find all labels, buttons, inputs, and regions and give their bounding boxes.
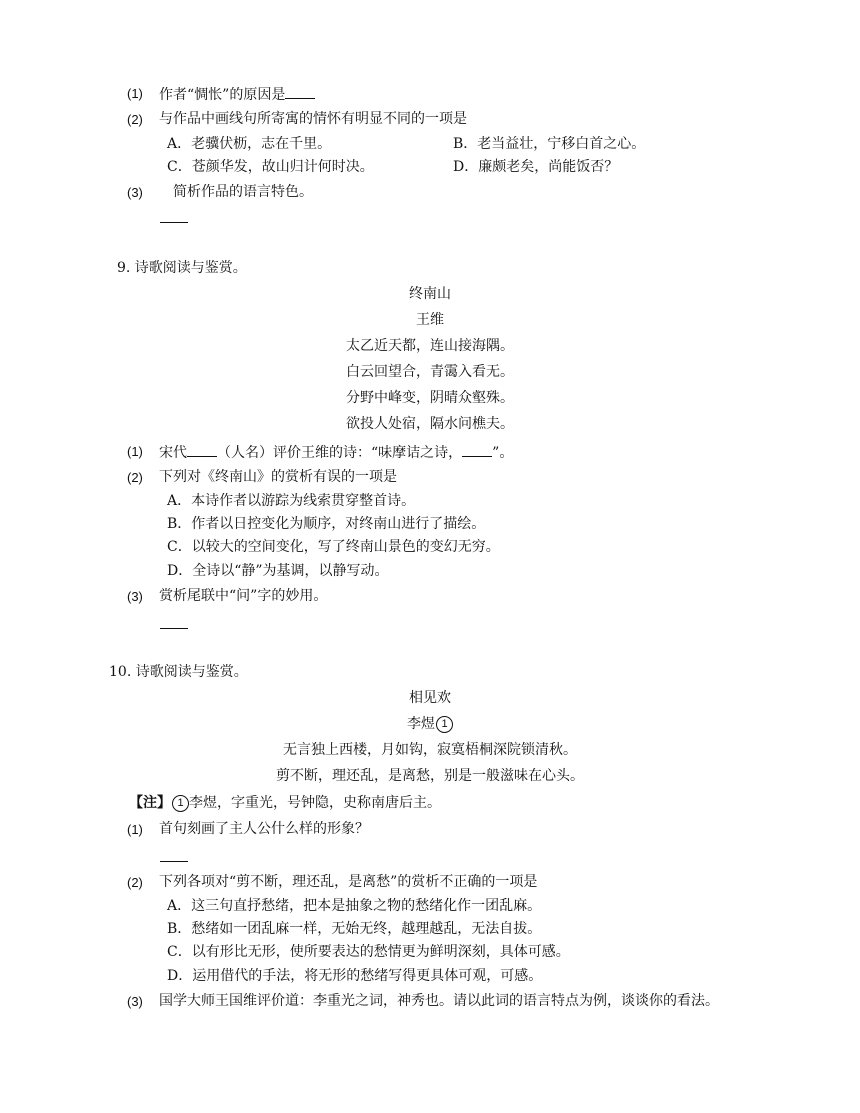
option-label: B． bbox=[453, 136, 478, 152]
q9-option-b[interactable] bbox=[167, 515, 485, 533]
q8-sub3-text: 简析作品的语言特色。 bbox=[173, 184, 313, 200]
q9-poem-line: 白云回望合，青霭入看无。 bbox=[346, 364, 514, 380]
q9-sub1-text bbox=[159, 442, 513, 462]
q10-poem-line: 剪不断，理还乱，是离愁，别是一般滋味在心头。 bbox=[276, 768, 584, 784]
option-label: B． bbox=[167, 921, 192, 937]
answer-line[interactable] bbox=[160, 628, 188, 629]
option-text: 老当益壮，宁移白首之心。 bbox=[477, 136, 646, 152]
option-text: 愁绪如一团乱麻一样，无始无终，越理越乱，无法自拔。 bbox=[191, 921, 542, 937]
q10-sub2-number: (2) bbox=[127, 875, 143, 890]
q8-sub1-stem: 作者“惆怅”的原因是 bbox=[159, 87, 286, 103]
footnote-marker: 1 bbox=[172, 795, 189, 812]
q9-option-a[interactable] bbox=[167, 492, 415, 510]
footnote-marker[interactable]: 1 bbox=[436, 716, 453, 733]
q10-sub3-text: 国学大师王国维评价道：李重光之词，神秀也。请以此词的语言特点为例，谈谈你的看法。 bbox=[159, 993, 719, 1009]
author-name: 李煜 bbox=[407, 716, 435, 732]
option-text: 以有形比无形，使所要表达的愁情更为鲜明深刻，具体可感。 bbox=[191, 944, 570, 960]
q9-poem-title: 终南山 bbox=[409, 286, 451, 302]
q8-option-c[interactable] bbox=[167, 158, 374, 176]
q10-option-a[interactable] bbox=[167, 897, 541, 915]
q10-poem-author bbox=[0, 715, 860, 733]
option-label: C． bbox=[167, 944, 192, 960]
q9-sub2-text: 下列对《终南山》的赏析有误的一项是 bbox=[159, 469, 397, 485]
q10-sub1-number: (1) bbox=[127, 822, 143, 837]
option-text: 作者以日控变化为顺序，对终南山进行了描绘。 bbox=[191, 516, 486, 532]
option-label: D． bbox=[453, 159, 479, 175]
q8-sub3-number: (3) bbox=[127, 185, 143, 200]
option-label: C． bbox=[167, 159, 192, 175]
answer-blank[interactable] bbox=[285, 84, 315, 99]
note-label: 【注】 bbox=[129, 795, 171, 811]
option-text: 以较大的空间变化，写了终南山景色的变幻无穷。 bbox=[191, 539, 500, 555]
option-label: C． bbox=[167, 539, 192, 555]
q10-heading: 10. 诗歌阅读与鉴赏。 bbox=[109, 664, 248, 680]
answer-blank[interactable] bbox=[187, 442, 217, 457]
q9-sub1-part-b: （人名）评价王维的诗：“味摩诘之诗， bbox=[217, 445, 463, 461]
q9-sub1-number: (1) bbox=[127, 444, 143, 459]
q8-sub1-text bbox=[159, 84, 315, 104]
q9-poem-line: 欲投人处宿，隔水问樵夫。 bbox=[346, 416, 514, 432]
option-text: 苍颜华发，故山归计何时决。 bbox=[191, 159, 374, 175]
q8-option-b[interactable] bbox=[453, 135, 645, 153]
q8-sub2-text: 与作品中画线句所寄寓的情怀有明显不同的一项是 bbox=[159, 111, 467, 127]
option-label: A． bbox=[167, 136, 192, 152]
q10-option-d[interactable] bbox=[167, 967, 542, 985]
option-label: A． bbox=[167, 898, 192, 914]
q9-sub3-text: 赏析尾联中“问”字的妙用。 bbox=[159, 588, 328, 604]
q8-option-d[interactable] bbox=[453, 158, 618, 176]
answer-blank[interactable] bbox=[462, 442, 492, 457]
q8-sub2-number: (2) bbox=[127, 112, 143, 127]
q9-option-d[interactable] bbox=[167, 562, 389, 580]
q10-note bbox=[129, 794, 441, 812]
q9-poem-line: 太乙近天都，连山接海隅。 bbox=[346, 338, 514, 354]
option-label: A． bbox=[167, 493, 192, 509]
note-text: 李煜，字重光，号钟隐，史称南唐后主。 bbox=[189, 795, 441, 811]
option-text: 本诗作者以游踪为线索贯穿整首诗。 bbox=[191, 493, 416, 509]
q10-sub2-text: 下列各项对“剪不断，理还乱，是离愁”的赏析不正确的一项是 bbox=[159, 874, 538, 890]
option-label: B． bbox=[167, 516, 192, 532]
q9-sub1-part-c: ”。 bbox=[492, 445, 514, 461]
option-text: 廉颇老矣，尚能饭否？ bbox=[478, 159, 619, 175]
q10-poem-title: 相见欢 bbox=[409, 690, 451, 706]
answer-line[interactable] bbox=[160, 861, 188, 862]
option-text: 全诗以“静”为基调，以静写动。 bbox=[192, 563, 389, 579]
q9-heading: 9. 诗歌阅读与鉴赏。 bbox=[117, 260, 247, 276]
q10-sub3-number: (3) bbox=[127, 994, 143, 1009]
q10-poem-line: 无言独上西楼，月如钩，寂寞梧桐深院锁清秋。 bbox=[283, 742, 577, 758]
option-text: 运用借代的手法，将无形的愁绪写得更具体可观，可感。 bbox=[192, 968, 543, 984]
q9-sub1-part-a: 宋代 bbox=[159, 445, 187, 461]
q9-sub3-number: (3) bbox=[127, 589, 143, 604]
q10-option-c[interactable] bbox=[167, 943, 570, 961]
q10-sub1-text: 首句刻画了主人公什么样的形象？ bbox=[159, 821, 369, 837]
q9-poem-author: 王维 bbox=[416, 312, 444, 328]
q8-sub1-number: (1) bbox=[127, 86, 143, 101]
option-text: 这三句直抒愁绪，把本是抽象之物的愁绪化作一团乱麻。 bbox=[191, 898, 542, 914]
q9-option-c[interactable] bbox=[167, 538, 500, 556]
option-label: D． bbox=[167, 968, 193, 984]
answer-line[interactable] bbox=[160, 222, 188, 223]
q9-poem-line: 分野中峰变，阴晴众壑殊。 bbox=[346, 390, 514, 406]
q10-option-b[interactable] bbox=[167, 920, 541, 938]
option-text: 老骥伏枥，志在千里。 bbox=[191, 136, 332, 152]
option-label: D． bbox=[167, 563, 193, 579]
q9-sub2-number: (2) bbox=[127, 470, 143, 485]
q8-option-a[interactable] bbox=[167, 135, 331, 153]
